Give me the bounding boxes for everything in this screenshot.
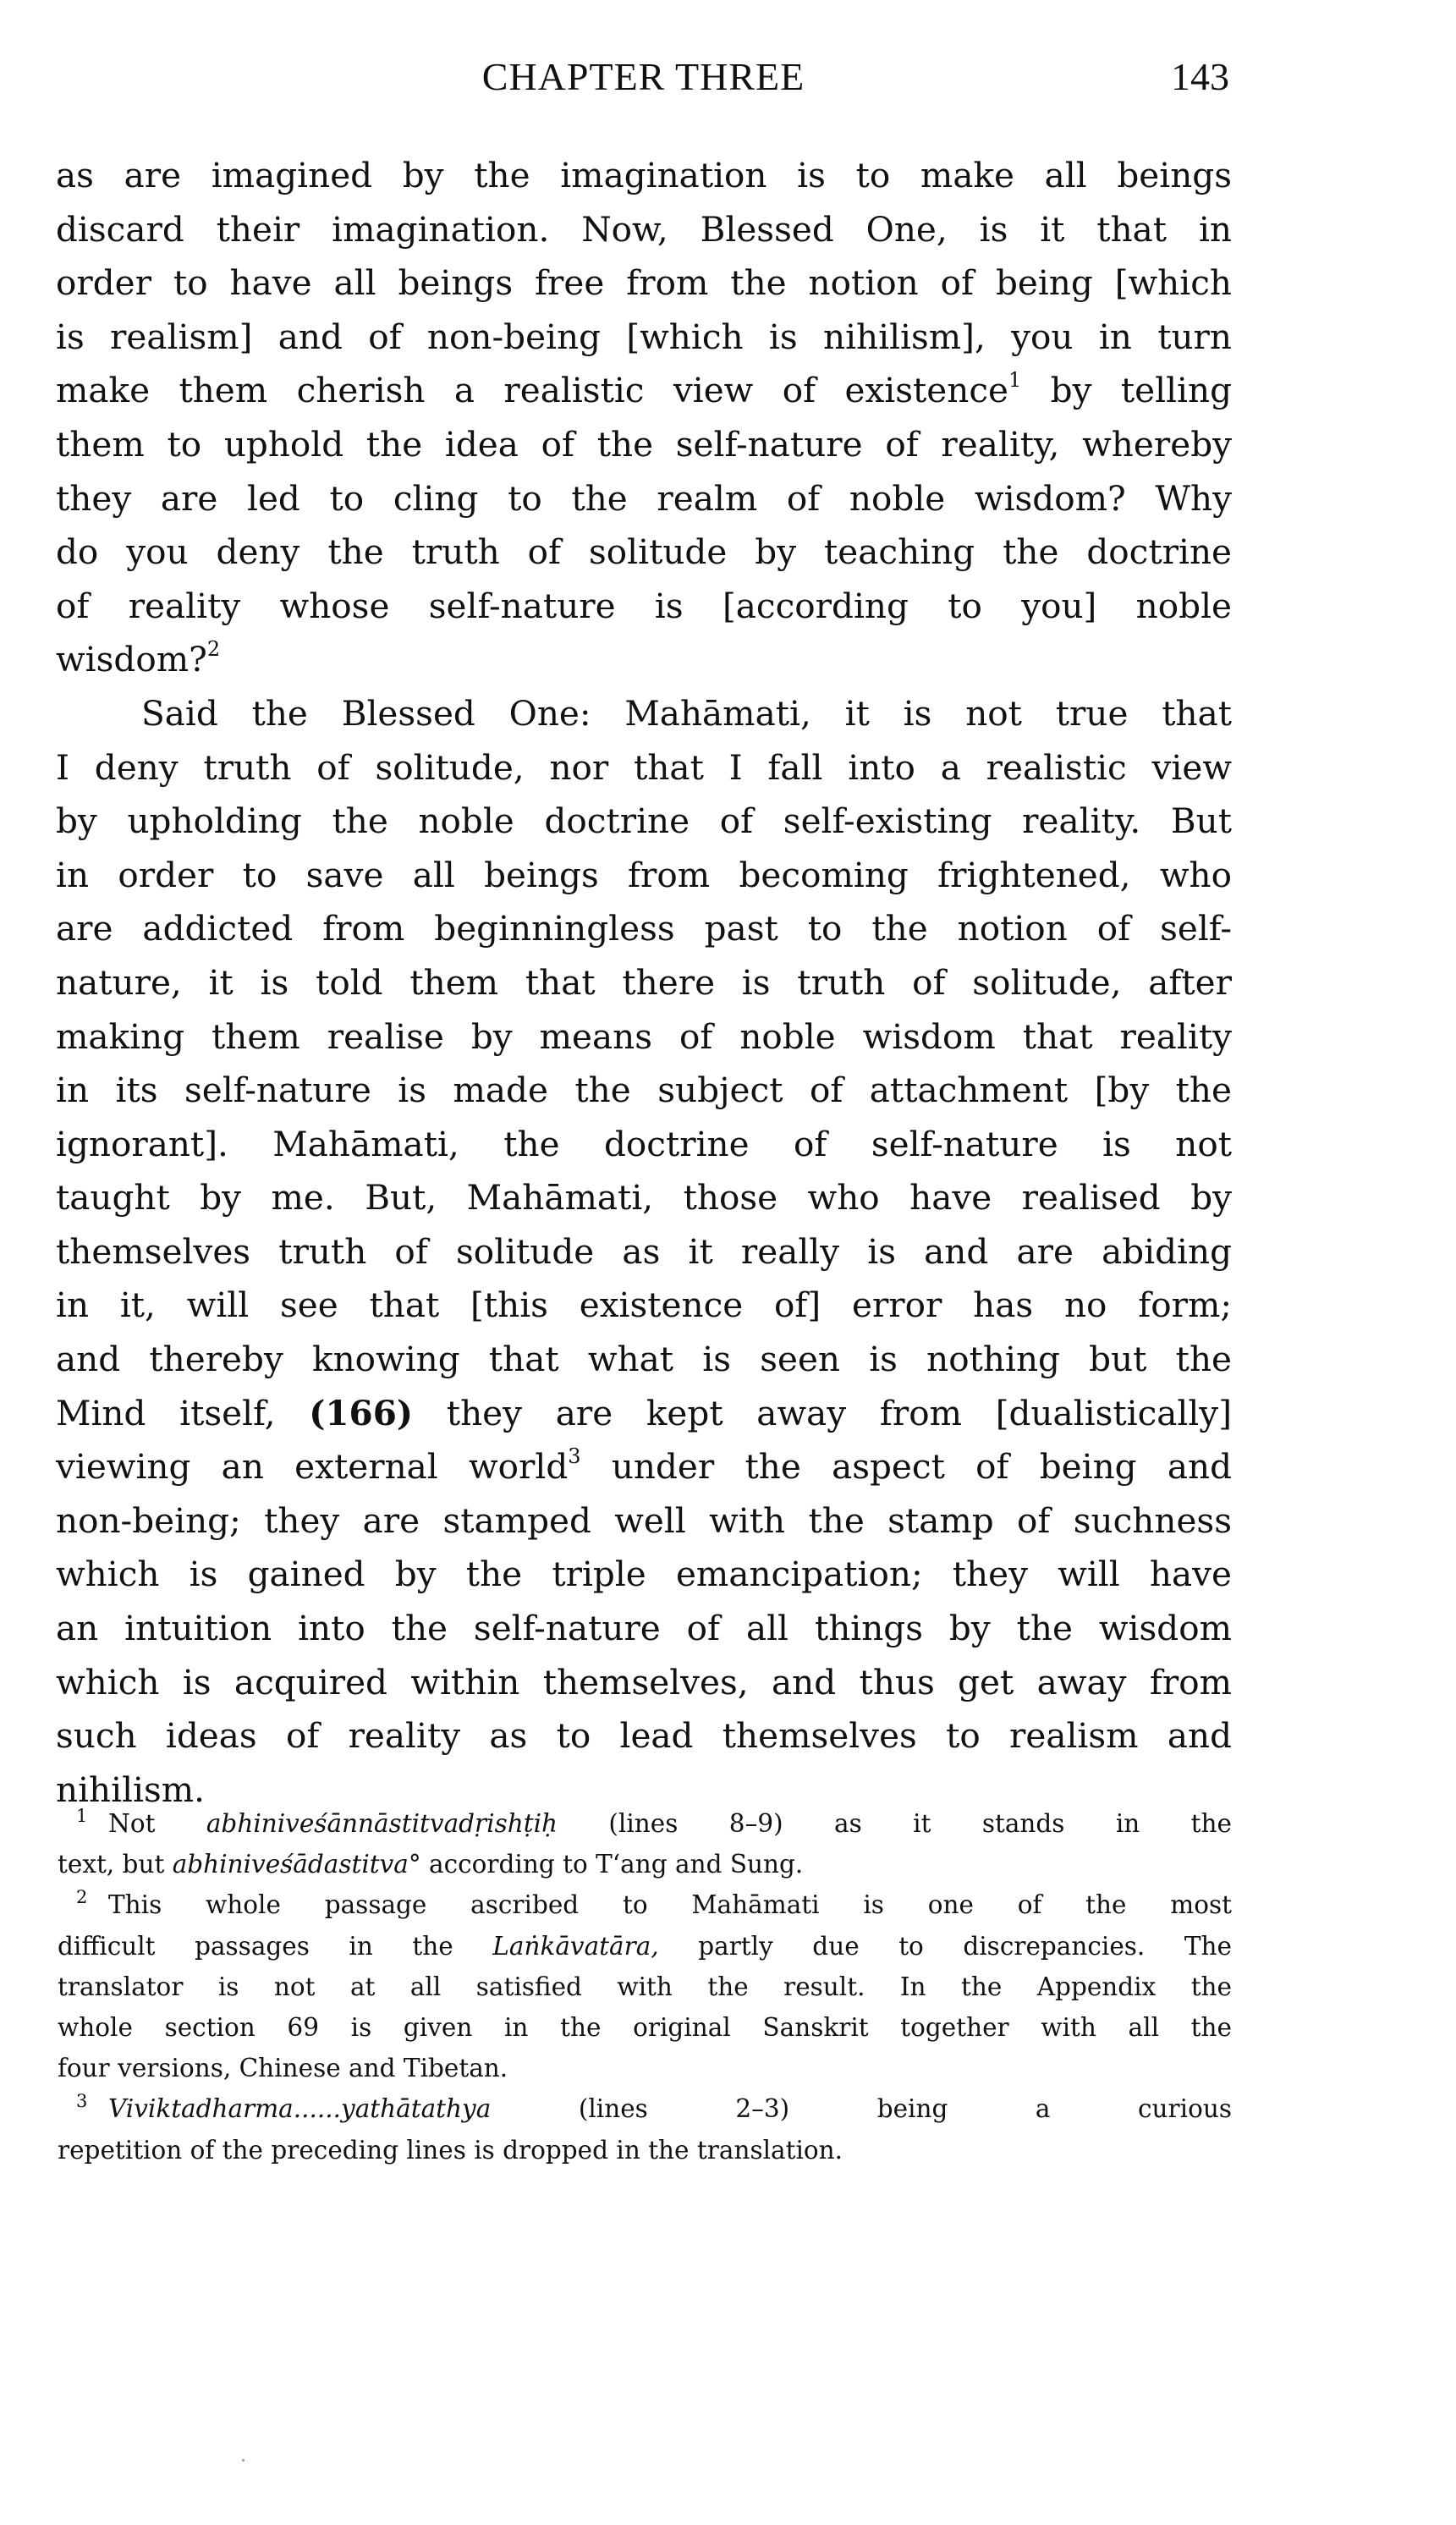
text-line — [56, 1440, 1232, 1494]
footnotes — [58, 1803, 1232, 2170]
text-line: as are imagined by the imagination is to make all beings — [56, 155, 1232, 195]
text-line: themselves truth of solitude as it really is and are abiding — [56, 1230, 1232, 1272]
footnote-2-line: four versions, Chinese and Tibetan. — [58, 2054, 508, 2083]
text-segment: wisdom? — [56, 639, 207, 680]
footnote-1-line: 1 Not abhiniveśānnāstitvadṛishṭiḥ (lines 8–9) as it stands in the — [76, 1806, 1232, 1838]
main-text — [56, 149, 1232, 1817]
scan-speck — [242, 2459, 244, 2462]
footnote-2-line — [58, 1926, 1232, 1967]
text-line: in its self-nature is made the subject of attachment [by the — [56, 1070, 1232, 1111]
text-segment: Mind itself, — [56, 1392, 310, 1433]
text-line: are addicted from beginningless past to the notion of self- — [56, 908, 1232, 949]
footnote-term: Laṅkāvatāra, — [492, 1931, 659, 1961]
text-line: taught by me. But, Mahāmati, those who have realised by — [56, 1177, 1232, 1218]
text-line: nature, it is told them that there is truth of solitude, after — [56, 961, 1232, 1003]
text-segment: by telling — [1021, 370, 1232, 411]
page-number: 143 — [1171, 55, 1229, 98]
text-segment: under the aspect of being and — [580, 1446, 1232, 1488]
text-line: I deny truth of solitude, nor that I fall into a realistic view — [56, 746, 1232, 788]
text-line: an intuition into the self-nature of all things by the wisdom — [56, 1608, 1232, 1649]
text-line: and thereby knowing that what is seen is nothing but the — [56, 1339, 1232, 1380]
text-line: such ideas of reality as to lead themselves to realism and — [56, 1715, 1232, 1757]
text-line: in it, will see that [this existence of] error has no form; — [56, 1285, 1232, 1326]
footnote-text: (lines 2–3) being a curious — [491, 2094, 1232, 2124]
text-line: order to have all beings free from the notion of being [which — [56, 262, 1232, 304]
text-line: in order to save all beings from becoming frightened, who — [56, 854, 1232, 895]
text-line: Said the Blessed One: Mahāmati, it is not true that — [141, 692, 1232, 734]
text-line — [56, 1387, 1232, 1441]
text-line: making them realise by means of noble wisdom that reality — [56, 1015, 1232, 1057]
text-line: do you deny the truth of solitude by teaching the doctrine — [56, 531, 1232, 573]
text-line — [56, 364, 1232, 418]
footnote-1-line — [58, 1844, 1232, 1884]
text-line: them to uphold the idea of the self-nature of reality, whereby — [56, 423, 1232, 465]
text-line: of reality whose self-nature is [according to you] noble — [56, 585, 1232, 626]
footnote-term: abhiniveśānnāstitvadṛishṭiḥ — [206, 1809, 558, 1838]
footnote-text: text, but — [58, 1850, 173, 1879]
footnote-text: This whole passage ascribed to Mahāmati is one of the most — [108, 1890, 1232, 1920]
footnote-2-line: whole section 69 is given in the original Sanskrit together with all the — [58, 2012, 1232, 2042]
footnote-reference-2: 2 — [206, 637, 221, 662]
footnote-3-line: repetition of the preceding lines is dropped in the translation. — [58, 2135, 843, 2165]
footnote-reference-3: 3 — [568, 1444, 581, 1469]
text-line: discard their imagination. Now, Blessed One, is it that in — [56, 208, 1232, 250]
text-line: ignorant]. Mahāmati, the doctrine of self-nature is not — [56, 1123, 1232, 1164]
running-head — [58, 54, 1229, 113]
footnote-text: (lines 8–9) as it stands in the — [558, 1809, 1232, 1838]
text-segment: viewing an external world — [56, 1446, 569, 1488]
text-line: which is acquired within themselves, and thus get away from — [56, 1661, 1232, 1703]
footnote-text: partly due to discrepancies. The — [658, 1931, 1232, 1961]
footnote-term: Viviktadharma......yathātathya — [108, 2094, 492, 2124]
text-line: nihilism. — [56, 1769, 206, 1810]
footnote-3-line: 3 Viviktadharma......yathātathya (lines 2–3) being a curious — [76, 2091, 1232, 2124]
original-page-marker: (166) — [309, 1392, 414, 1433]
footnote-text: according to T‘ang and Sung. — [420, 1850, 804, 1879]
text-line: non-being; they are stamped well with the stamp of suchness — [56, 1499, 1232, 1541]
running-title: CHAPTER THREE — [481, 55, 805, 98]
footnote-text: difficult passages in the — [58, 1931, 493, 1961]
footnote-2-line: translator is not at all satisfied with the result. In the Appendix the — [58, 1972, 1232, 2001]
text-line: they are led to cling to the realm of noble wisdom? Why — [56, 477, 1232, 519]
text-line: by upholding the noble doctrine of self-existing reality. But — [56, 800, 1232, 842]
text-segment: make them cherish a realistic view of existence — [56, 370, 1009, 411]
text-segment: they are kept away from [dualistically] — [413, 1392, 1232, 1433]
text-line: which is gained by the triple emancipation; they will have — [56, 1554, 1232, 1595]
footnote-reference-1: 1 — [1008, 368, 1022, 393]
footnote-term: abhiniveśādastitva° — [172, 1850, 421, 1879]
text-line: is realism] and of non-being [which is nihilism], you in turn — [56, 316, 1232, 357]
footnote-text: Not — [108, 1809, 206, 1838]
text-line — [56, 633, 1232, 687]
footnote-2-line: 2 This whole passage ascribed to Mahāmati is one of the most — [76, 1887, 1232, 1920]
